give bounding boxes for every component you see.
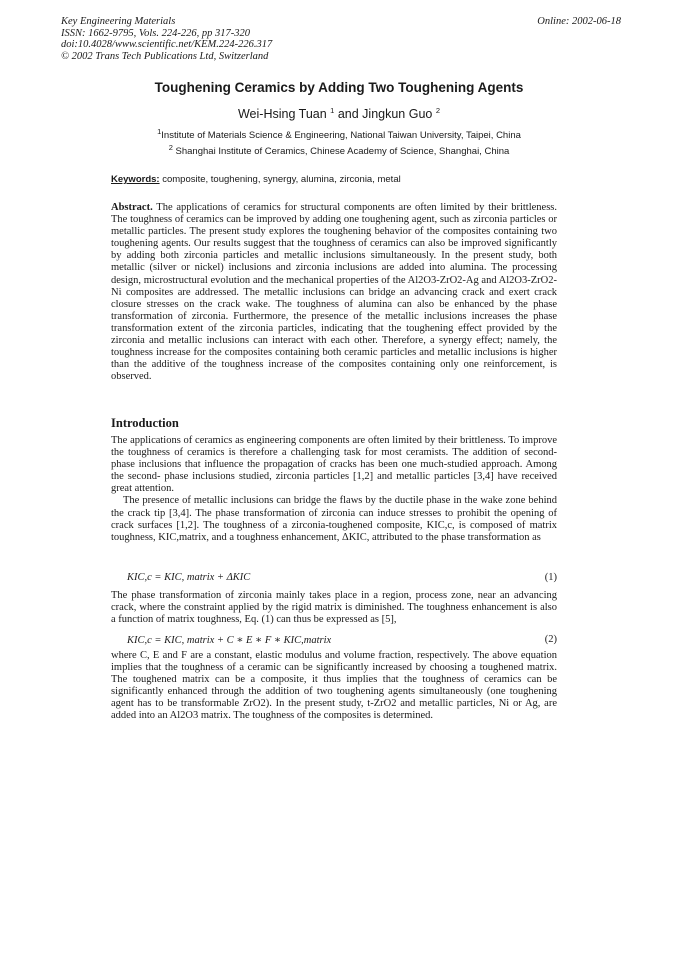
intro-paragraph-2: The presence of metallic inclusions can bridge the flaws by the ductile phase in the wake zone behind the crack tip [3,4]. The phase transformation of zirconia can induce stresses to prohibit the opening of crack surfaces [1,2]. The toughness of a zirconia-toughened composite, KIC,c, is composed of matrix toughness, KIC,matrix, and a toughness enhancement, ΔKIC, attributed to the phase transformation as [111,495,557,543]
author-2-affil-mark: 2 [435,106,441,115]
issn-line: ISSN: 1662-9795, Vols. 224-226, pp 317-320 [61,27,250,39]
equation-1 [111,572,557,585]
equation-1-formula: KIC,c = KIC, matrix + ΔKIC [127,572,251,583]
online-date: Online: 2002-06-18 [537,16,621,27]
equation-2-formula: KIC,c = KIC, matrix + C ∗ E ∗ F ∗ KIC,matrix [127,635,332,646]
intro-paragraph-3-block [111,590,557,626]
doi-line: doi:10.4028/www.scientific.net/KEM.224-226.317 [61,39,273,50]
author-1: Wei-Hsing Tuan [237,107,327,122]
affiliation-2: $^2$ Shanghai Institute of Ceramics, Chinese Academy of Science, Shanghai, China [168,143,510,158]
equation-1-number: (1) [544,572,557,583]
intro-paragraph-3: The phase transformation of zirconia mainly takes place in a region, process zone, near an advancing crack, where the constraint applied by the rigid matrix is diminished. The toughness enhancement is also a function of matrix toughness, Eq. (1) can thus be expressed as [5], [111,590,557,626]
equation-2 [111,634,557,647]
affiliation-1: $^1$Institute of Materials Science & Engineering, National Taiwan University, Taipei, China [157,127,521,142]
author-1-affil-mark: 1 [330,106,335,115]
intro-paragraph-4-block [111,650,557,723]
author-line [0,106,678,121]
intro-paragraph-4: where C, E and F are a constant, elastic modulus and volume fraction, respectively. The above equation implies that the toughness of a ceramic can be significantly increased by choosing a toughened matrix. The toughened matrix can be a composite, it thus implies that the toughness of ceramics can be significantly enhanced through the addition of two toughening agents simultaneously (one toughening agent has to be transformable ZrO2). In the present study, t-ZrO2 and metallic particles, Ni or Ag, are added into an Al2O3 matrix. The toughness of the composites is determined. [111,650,557,722]
keywords [111,174,401,185]
section-heading-introduction: Introduction [111,416,179,430]
abstract [111,202,557,383]
journal-name: Key Engineering Materials [61,16,176,27]
author-2: Jingkun Guo [362,107,433,122]
copyright-line: © 2002 Trans Tech Publications Ltd, Switzerland [61,50,269,62]
author-conjunction: and [337,107,359,122]
keywords-text: composite, toughening, synergy, alumina, zirconia, metal [162,174,401,185]
abstract-text: The applications of ceramics for structural components are often limited by their brittleness. The toughness of ceramics can be improved by adding one toughening agent, such as zirconia particles or metallic particles. The present study explores the toughening behavior of the composites containing two toughening agents. Our results suggest that the toughness of ceramics can also be improved significantly by adding both zirconia particles and metallic inclusions simultaneously. In the present study, both metallic (silver or nickel) inclusions and zirconia inclusions are added into alumina. The processing design, microstructural evolution and the mechanical properties of the Al2O3-ZrO2-Ag and Al2O3-ZrO2-Ni composites are addressed. The metallic inclusions can bridge an advancing crack and exert crack closure stresses on the crack wake. The toughness of alumina can also be enhanced by the phase transformation of zirconia. Furthermore, the presence of the metallic inclusions increases the phase transformation extent of the zirconia particles, indicating that the toughening effect provided by the zirconia and metallic inclusions can interact with each other. Therefore, a synergy effect; namely, the toughness increase for the composites containing both ceramic particles and metallic inclusions is higher than the additive of the toughness increase of the composites containing only one reinforcement, is observed. [111,202,558,383]
paper-title: Toughening Ceramics by Adding Two Toughening Agents [154,80,524,95]
journal-header [61,16,621,62]
keywords-label: Keywords: [111,174,160,185]
abstract-label: Abstract. [111,202,153,213]
intro-paragraph-1: The applications of ceramics as engineering components are often limited by their brittleness. To improve the toughness of ceramics is therefore a challenging task for most ceramists. The addition of second-phase inclusions that influence the propagation of cracks has been one much-studied approach. Among the second- phase inclusions studied, zirconia particles [1,2] and metallic particles [3,4] have received great attention. [111,435,557,495]
introduction-body [111,435,557,544]
equation-2-number: (2) [544,634,557,645]
